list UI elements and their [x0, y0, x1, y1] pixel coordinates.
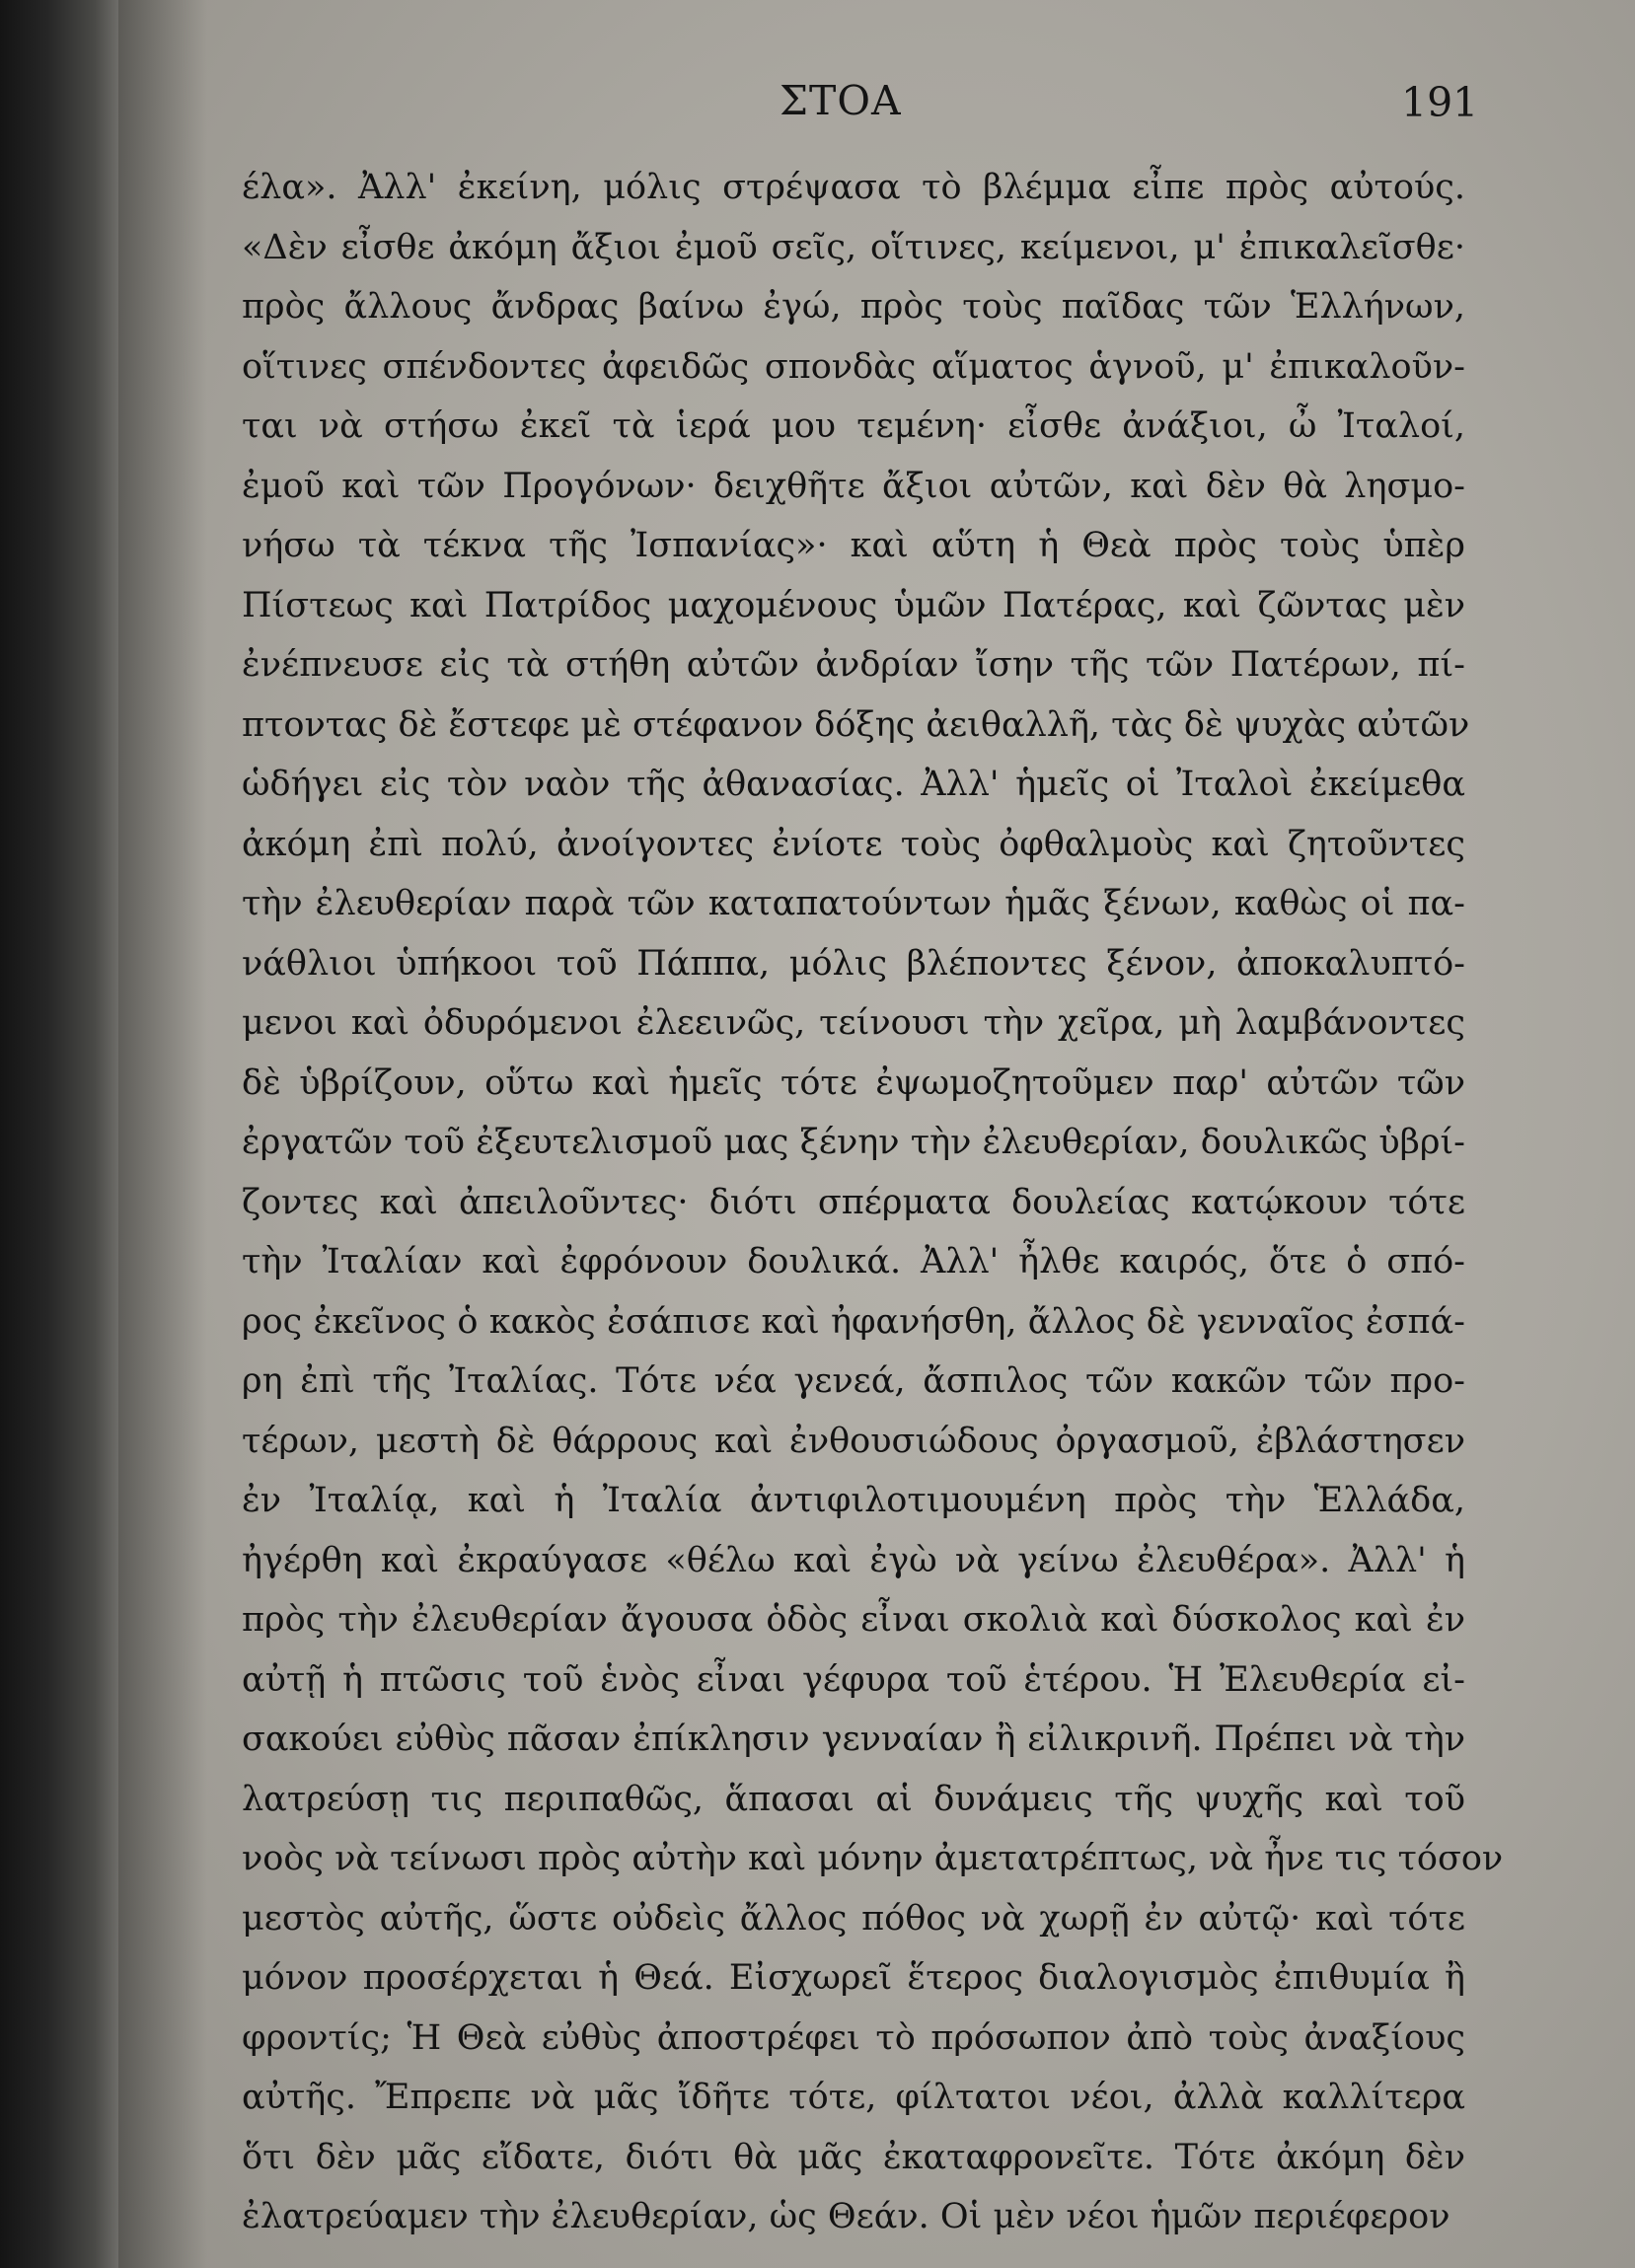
- text-line: Πίστεως καὶ Πατρίδος μαχομένους ὑμῶν Πατέρας, καὶ ζῶντας μὲν: [242, 585, 1465, 625]
- text-line: μεστὸς αὐτῆς, ὥστε οὐδεὶς ἄλλος πόθος νὰ χωρῇ ἐν αὐτῷ· καὶ τότε: [242, 1898, 1465, 1939]
- text-line: οἵτινες σπένδοντες ἀφειδῶς σπονδὰς αἵματος ἁγνοῦ, μ' ἐπικαλοῦν-: [242, 346, 1465, 387]
- text-line: λατρεύσῃ τις περιπαθῶς, ἅπασαι αἱ δυνάμεις τῆς ψυχῆς καὶ τοῦ: [242, 1779, 1465, 1819]
- text-line: ἐμοῦ καὶ τῶν Προγόνων· δειχθῆτε ἄξιοι αὐτῶν, καὶ δὲν θὰ λησμο-: [242, 466, 1465, 506]
- text-line: ἐλατρεύαμεν τὴν ἐλευθερίαν, ὡς Θεάν. Οἱ μὲν νέοι ἡμῶν περιέφερον: [242, 2197, 1450, 2236]
- text-line: ἐνέπνευσε εἰς τὰ στήθη αὐτῶν ἀνδρίαν ἴσην τῆς τῶν Πατέρων, πί-: [242, 645, 1465, 685]
- body-text: [242, 158, 1504, 2247]
- text-line: δὲ ὑβρίζουν, οὕτω καὶ ἡμεῖς τότε ἐψωμοζητοῦμεν παρ' αὐτῶν τῶν: [242, 1062, 1465, 1103]
- text-line: ἐργατῶν τοῦ ἐξευτελισμοῦ μας ξένην τὴν ἐλευθερίαν, δουλικῶς ὑβρί-: [242, 1123, 1465, 1162]
- text-line: μόνον προσέρχεται ἡ Θεά. Εἰσχωρεῖ ἕτερος διαλογισμὸς ἐπιθυμία ἢ: [242, 1958, 1465, 1998]
- text-line: ται νὰ στήσω ἐκεῖ τὰ ἱερά μου τεμένη· εἶσθε ἀνάξιοι, ὦ Ἰταλοί,: [242, 406, 1465, 446]
- text-line: νάθλιοι ὑπήκοοι τοῦ Πάππα, μόλις βλέποντες ξένον, ἀποκαλυπτό-: [242, 943, 1465, 984]
- text-line: νήσω τὰ τέκνα τῆς Ἰσπανίας»· καὶ αὕτη ἡ Θεὰ πρὸς τοὺς ὑπὲρ: [242, 526, 1465, 565]
- text-line: αὐτῇ ἡ πτῶσις τοῦ ἑνὸς εἶναι γέφυρα τοῦ ἑτέρου. Ἡ Ἐλευθερία εἰ-: [242, 1659, 1465, 1700]
- gutter-shadow: [118, 0, 207, 2268]
- text-line: νοὸς νὰ τείνωσι πρὸς αὐτὴν καὶ μόνην ἀμετατρέπτως, νὰ ἦνε τις τόσον: [242, 1839, 1504, 1878]
- text-line: φροντίς; Ἡ Θεὰ εὐθὺς ἀποστρέφει τὸ πρόσωπον ἀπὸ τοὺς ἀναξίους: [242, 2017, 1465, 2058]
- text-line: πρὸς τὴν ἐλευθερίαν ἄγουσα ὁδὸς εἶναι σκολιὰ καὶ δύσκολος καὶ ἐν: [242, 1600, 1465, 1640]
- text-line: ὡδήγει εἰς τὸν ναὸν τῆς ἀθανασίας. Ἀλλ' ἡμεῖς οἱ Ἰταλοὶ ἐκείμεθα: [242, 765, 1465, 804]
- text-line: ἐν Ἰταλίᾳ, καὶ ἡ Ἰταλία ἀντιφιλοτιμουμένη πρὸς τὴν Ἑλλάδα,: [242, 1481, 1465, 1520]
- text-line: ἠγέρθη καὶ ἐκραύγασε «θέλω καὶ ἐγὼ νὰ γείνω ἐλευθέρα». Ἀλλ' ἡ: [242, 1540, 1465, 1580]
- text-line: πτοντας δὲ ἔστεφε μὲ στέφανον δόξης ἀειθαλλῆ, τὰς δὲ ψυχὰς αὐτῶν: [242, 704, 1470, 745]
- text-line: έλα». Ἀλλ' ἐκείνη, μόλις στρέψασα τὸ βλέμμα εἶπε πρὸς αὐτούς.: [242, 168, 1465, 207]
- text-line: πρὸς ἄλλους ἄνδρας βαίνω ἐγώ, πρὸς τοὺς παῖδας τῶν Ἑλλήνων,: [242, 287, 1465, 327]
- text-line: «Δὲν εἶσθε ἀκόμη ἄξιοι ἐμοῦ σεῖς, οἵτινες, κείμενοι, μ' ἐπικαλεῖσθε·: [242, 227, 1465, 267]
- text-line: τὴν ἐλευθερίαν παρὰ τῶν καταπατούντων ἡμᾶς ξένων, καθὼς οἱ πα-: [242, 884, 1465, 923]
- text-line: ρη ἐπὶ τῆς Ἰταλίας. Τότε νέα γενεά, ἄσπιλος τῶν κακῶν τῶν προ-: [242, 1361, 1465, 1401]
- running-head-title: ΣΤΟΑ: [780, 77, 902, 124]
- text-line: τέρων, μεστὴ δὲ θάρρους καὶ ἐνθουσιώδους ὀργασμοῦ, ἐβλάστησεν: [242, 1421, 1465, 1461]
- text-line: ρος ἐκεῖνος ὁ κακὸς ἐσάπισε καὶ ἠφανήσθη, ἄλλος δὲ γενναῖος ἐσπά-: [242, 1301, 1465, 1342]
- text-line: ζοντες καὶ ἀπειλοῦντες· διότι σπέρματα δουλείας κατῴκουν τότε: [242, 1182, 1465, 1222]
- text-line: μενοι καὶ ὀδυρόμενοι ἐλεεινῶς, τείνουσι τὴν χεῖρα, μὴ λαμβάνοντες: [242, 1003, 1465, 1043]
- text-line: ἀκόμη ἐπὶ πολύ, ἀνοίγοντες ἐνίοτε τοὺς ὀφθαλμοὺς καὶ ζητοῦντες: [242, 824, 1465, 864]
- text-line: σακούει εὐθὺς πᾶσαν ἐπίκλησιν γενναίαν ἢ εἰλικρινῆ. Πρέπει νὰ τὴν: [242, 1719, 1465, 1759]
- book-binding-shadow: [0, 0, 118, 2268]
- text-line: τὴν Ἰταλίαν καὶ ἐφρόνουν δουλικά. Ἀλλ' ἦλθε καιρός, ὅτε ὁ σπό-: [242, 1242, 1465, 1281]
- page-number: 191: [1401, 79, 1479, 126]
- text-line: ὅτι δὲν μᾶς εἴδατε, διότι θὰ μᾶς ἐκαταφρονεῖτε. Τότε ἀκόμη δὲν: [242, 2137, 1465, 2177]
- text-line: αὐτῆς. Ἔπρεπε νὰ μᾶς ἴδῆτε τότε, φίλτατοι νέοι, ἀλλὰ καλλίτερα: [242, 2078, 1465, 2117]
